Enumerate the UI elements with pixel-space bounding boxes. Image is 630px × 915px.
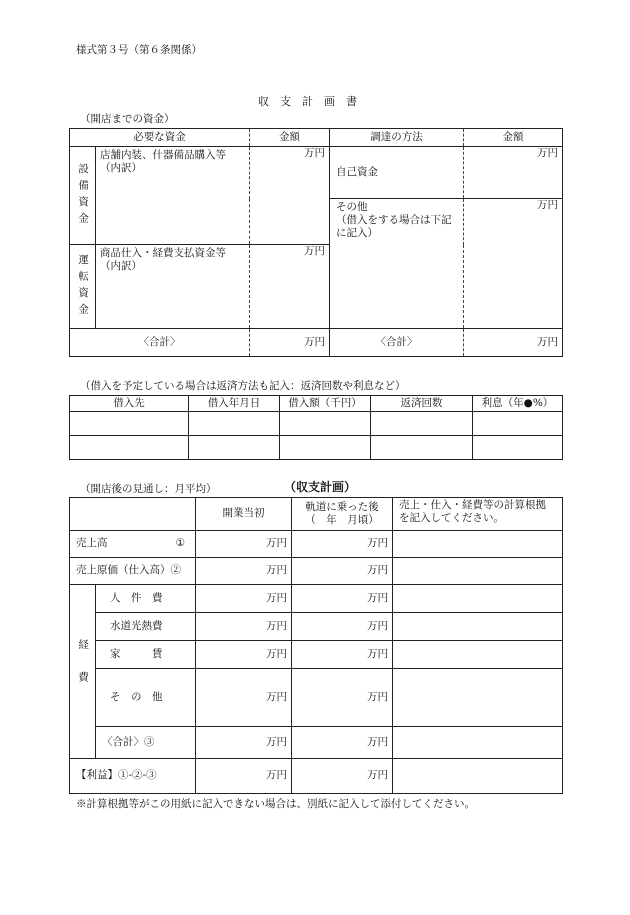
rent-initial[interactable]: 万円: [196, 641, 292, 669]
col-basis: 売上・仕入・経費等の計算根拠を記入してください。: [393, 498, 563, 531]
funding-table: [69, 128, 563, 357]
loan-header-repayments: 返済回数: [371, 396, 473, 412]
funds-total-label: 〈合計〉: [70, 329, 250, 357]
utilities-initial[interactable]: 万円: [196, 613, 292, 641]
loan-header-lender: 借入先: [70, 396, 189, 412]
loan-cell[interactable]: [280, 412, 371, 436]
row-profit-label: 【利益】①-②-③: [70, 759, 196, 794]
rent-stable[interactable]: 万円: [292, 641, 393, 669]
other-funds-amount[interactable]: 万円: [464, 199, 563, 329]
profit-initial[interactable]: 万円: [196, 759, 292, 794]
row-subtotal-label: 〈合計〉③: [96, 727, 196, 759]
operating-funds-label: 運転資金: [70, 245, 96, 329]
rent-basis[interactable]: [393, 641, 563, 669]
loan-cell[interactable]: [280, 436, 371, 460]
loan-header-amount: 借入額（千円）: [280, 396, 371, 412]
row-rent-label: 家 賃: [96, 641, 196, 669]
personnel-basis[interactable]: [393, 585, 563, 613]
col-initial: 開業当初: [196, 498, 292, 531]
form-number: 様式第３号（第６条関係）: [76, 44, 202, 56]
loan-cell[interactable]: [371, 436, 473, 460]
section1-caption: （開店までの資金）: [80, 113, 175, 125]
expense-label: 経費: [70, 585, 96, 759]
loan-header-date: 借入年月日: [189, 396, 280, 412]
col-stable: 軌道に乗った後 （ 年 月頃）: [292, 498, 393, 531]
header-amount: 金額: [250, 129, 330, 147]
loan-header-interest: 利息（年●%）: [473, 396, 563, 412]
cost-stable[interactable]: 万円: [292, 558, 393, 585]
loan-cell[interactable]: [371, 412, 473, 436]
operating-funds-cell[interactable]: 商品仕入・経費支払資金等 （内訳）: [96, 245, 250, 329]
row-cost-label: 売上原価（仕入高）②: [70, 558, 196, 585]
equipment-funds-label: 設備資金: [70, 147, 96, 245]
other-funds-label: その他 （借入をする場合は下記に記入）: [330, 199, 464, 329]
own-funds-label: 自己資金: [330, 147, 464, 199]
sales-basis[interactable]: [393, 531, 563, 558]
utilities-stable[interactable]: 万円: [292, 613, 393, 641]
profit-basis[interactable]: [393, 759, 563, 794]
sales-initial[interactable]: 万円: [196, 531, 292, 558]
subtotal-basis[interactable]: [393, 727, 563, 759]
own-funds-amount[interactable]: 万円: [464, 147, 563, 199]
plan-table: [69, 497, 563, 794]
section3-caption: （開店後の見通し：月平均）: [80, 483, 217, 495]
section3-subtitle: （収支計画）: [284, 480, 357, 494]
personnel-stable[interactable]: 万円: [292, 585, 393, 613]
sales-stable[interactable]: 万円: [292, 531, 393, 558]
footnote: ※計算根拠等がこの用紙に記入できない場合は、別紙に記入して添付してください。: [76, 798, 475, 810]
loan-cell[interactable]: [473, 436, 563, 460]
row-other-label: そ の 他: [96, 669, 196, 727]
loan-cell[interactable]: [473, 412, 563, 436]
personnel-initial[interactable]: 万円: [196, 585, 292, 613]
section2-caption: （借入を予定している場合は返済方法も記入：返済回数や利息など）: [80, 380, 406, 392]
document-title: 収 支 計 画 書: [258, 95, 357, 108]
other-initial[interactable]: 万円: [196, 669, 292, 727]
equipment-amount-cell[interactable]: 万円: [250, 147, 330, 245]
loan-cell[interactable]: [189, 436, 280, 460]
loan-cell[interactable]: [70, 436, 189, 460]
plan-header-blank: [70, 498, 196, 531]
cost-basis[interactable]: [393, 558, 563, 585]
other-stable[interactable]: 万円: [292, 669, 393, 727]
utilities-basis[interactable]: [393, 613, 563, 641]
loan-cell[interactable]: [189, 412, 280, 436]
header-method: 調達の方法: [330, 129, 464, 147]
loan-cell[interactable]: [70, 412, 189, 436]
loan-row: [70, 412, 563, 436]
operating-amount-cell[interactable]: 万円: [250, 245, 330, 329]
loan-row: [70, 436, 563, 460]
row-utilities-label: 水道光熱費: [96, 613, 196, 641]
row-personnel-label: 人 件 費: [96, 585, 196, 613]
header-amount-2: 金額: [464, 129, 563, 147]
cost-initial[interactable]: 万円: [196, 558, 292, 585]
row-sales-label: 売上高 ①: [70, 531, 196, 558]
header-needed-funds: 必要な資金: [70, 129, 250, 147]
procurement-total-amount[interactable]: 万円: [464, 329, 563, 357]
loan-table: [69, 395, 563, 460]
funds-total-amount[interactable]: 万円: [250, 329, 330, 357]
procurement-total-label: 〈合計〉: [330, 329, 464, 357]
equipment-funds-cell[interactable]: 店舗内装、什器備品購入等 （内訳）: [96, 147, 250, 245]
profit-stable[interactable]: 万円: [292, 759, 393, 794]
subtotal-initial[interactable]: 万円: [196, 727, 292, 759]
subtotal-stable[interactable]: 万円: [292, 727, 393, 759]
other-basis[interactable]: [393, 669, 563, 727]
